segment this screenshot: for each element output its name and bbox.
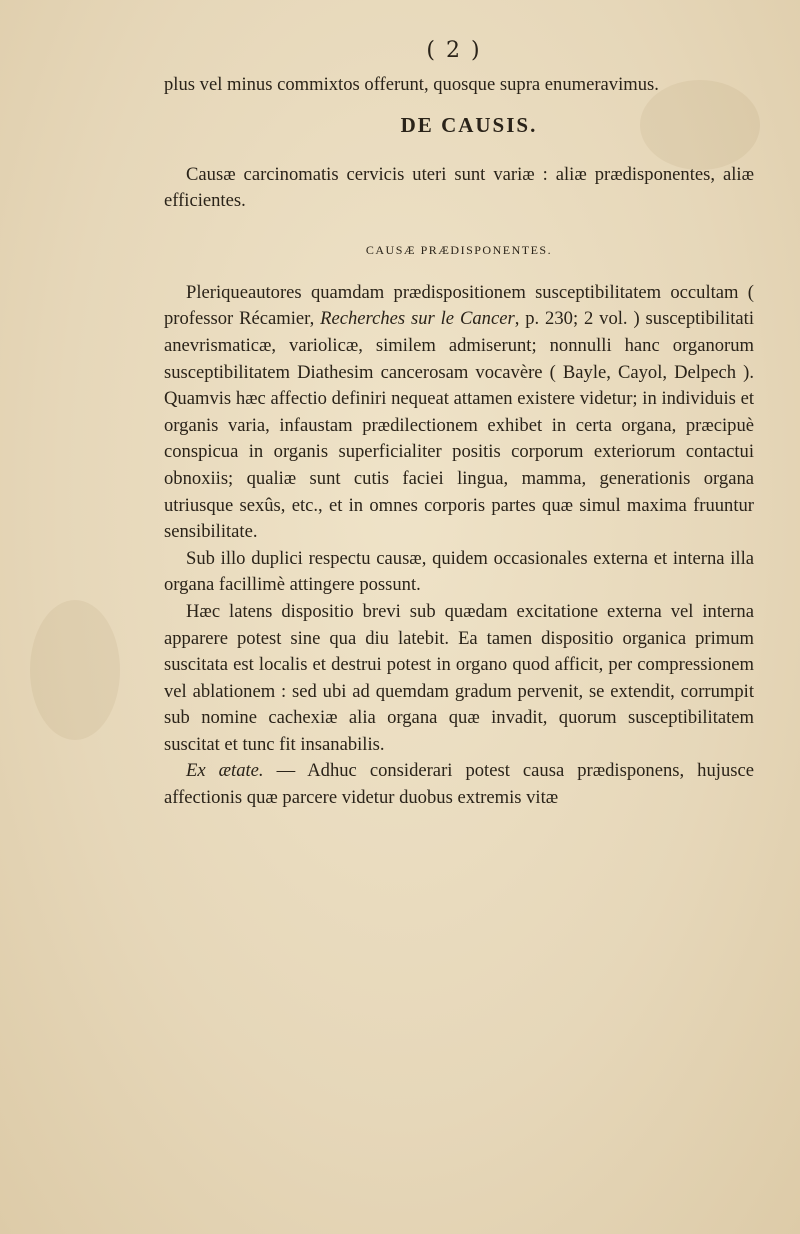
subsection-heading: CAUSÆ PRÆDISPONENTES. bbox=[365, 242, 553, 257]
paragraph-occasional-causes: Sub illo duplici respectu causæ, quidem occasionales externa et interna illa organa facillimè attingere possunt. bbox=[164, 547, 754, 596]
paragraph-predisposition bbox=[164, 280, 754, 546]
text-span: , p. 230; 2 vol. ) susceptibilitati anevrismaticæ, variolicæ, similem admiserunt; nonnulli hanc organorum susceptibilitatem Diathesim cancerosam vocavère ( Bayle, Cayol, Delpech ). Quamvis hæc affectio definiri nequeat attamen existere videtur; in individuis et organis varia, infaustam prædilectionem exhibet in certa organa, præcipuè conspicua in organis superficialiter positis corporum exteriorum contactui obnoxiis; qualiæ sunt cutis faciei lingua, mamma, generationis organa utriusque sexûs, etc., et in omnes corporis partes quæ simul maxima fruuntur sensibilitate. bbox=[164, 308, 754, 543]
text-span: — Adhuc considerari potest causa prædisponens, hujusce affectionis quæ parcere videtur duobus extremis vitæ bbox=[164, 760, 754, 809]
paragraph-causes: Causæ carcinomatis cervicis uteri sunt variæ : aliæ prædisponentes, aliæ efficientes. bbox=[164, 163, 754, 212]
text-span: Pleriqueautores quamdam prædispositionem susceptibilitatem occultam ( professor Récamier, bbox=[164, 281, 754, 330]
paragraph-age bbox=[164, 758, 754, 811]
page-number: ( 2 ) bbox=[426, 38, 482, 63]
italic-title: Recherches sur le Cancer bbox=[320, 308, 515, 330]
paragraph-latent-disposition: Hæc latens dispositio brevi sub quædam excitatione externa vel interna apparere potest sine qua diu latebit. Ea tamen dispositio organica primum suscitata est localis et destrui potest in organo quod afficit, per compressionem vel ablationem : sed ubi ad quemdam gradum pervenit, se extendit, corrumpit sub nomine cachexiæ alia organa quæ invadit, quorum susceptibilitatem suscitat et tunc fit insanabilis. bbox=[164, 600, 754, 755]
paragraph-continuation: plus vel minus commixtos offerunt, quosque supra enumeravimus. bbox=[164, 74, 659, 95]
page-content bbox=[164, 38, 754, 812]
paper-stain bbox=[30, 600, 120, 740]
section-heading: DE CAUSIS. bbox=[400, 112, 538, 137]
italic-lead: Ex ætate. bbox=[186, 760, 264, 782]
